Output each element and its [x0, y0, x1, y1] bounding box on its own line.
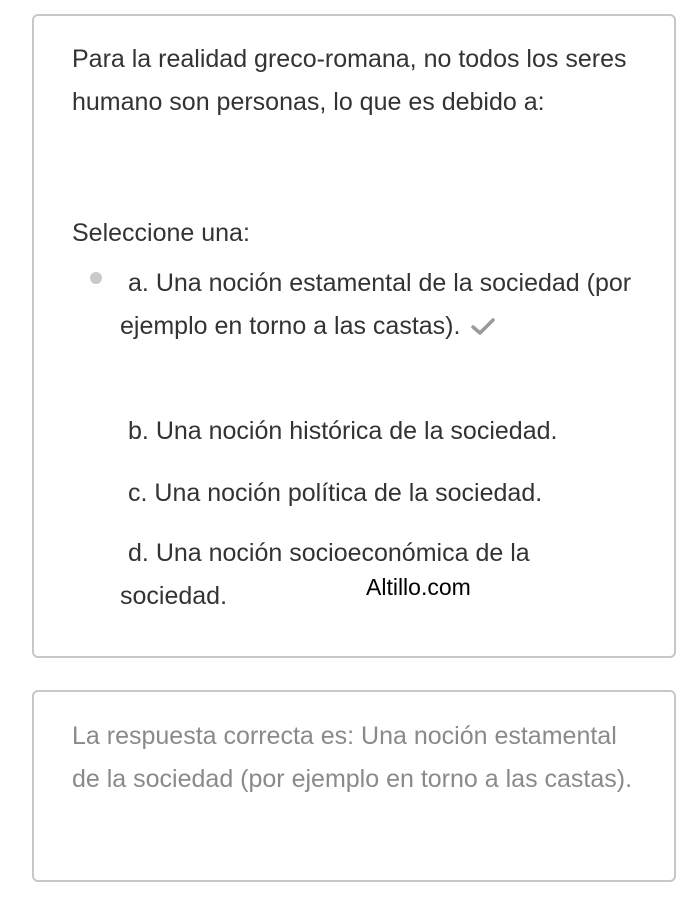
option-d-text: Una noción socioeconómica de la sociedad.	[120, 539, 530, 610]
radio-selected-dot[interactable]	[90, 272, 102, 284]
question-card	[32, 14, 676, 658]
watermark: Altillo.com	[366, 574, 471, 600]
option-b[interactable]	[120, 410, 640, 453]
question-text: Para la realidad greco-romana, no todos los seres humano son personas, lo que es debido a:	[72, 45, 627, 116]
select-prompt: Seleccione una:	[72, 219, 250, 247]
option-b-letter: b.	[128, 417, 149, 445]
option-c[interactable]	[120, 472, 640, 515]
feedback-card	[32, 690, 676, 882]
correct-answer-feedback: La respuesta correcta es: Una noción estamental de la sociedad (por ejemplo en torno a las castas).	[72, 722, 633, 793]
option-d-letter: d.	[128, 539, 149, 567]
option-b-text: Una noción histórica de la sociedad.	[155, 417, 558, 445]
option-a[interactable]	[120, 262, 640, 348]
option-c-text: Una noción política de la sociedad.	[154, 479, 543, 507]
check-icon	[470, 317, 496, 337]
option-c-letter: c.	[128, 479, 148, 507]
option-a-text: Una noción estamental de la sociedad (por ejemplo en torno a las castas).	[120, 269, 632, 340]
option-a-letter: a.	[128, 269, 149, 297]
